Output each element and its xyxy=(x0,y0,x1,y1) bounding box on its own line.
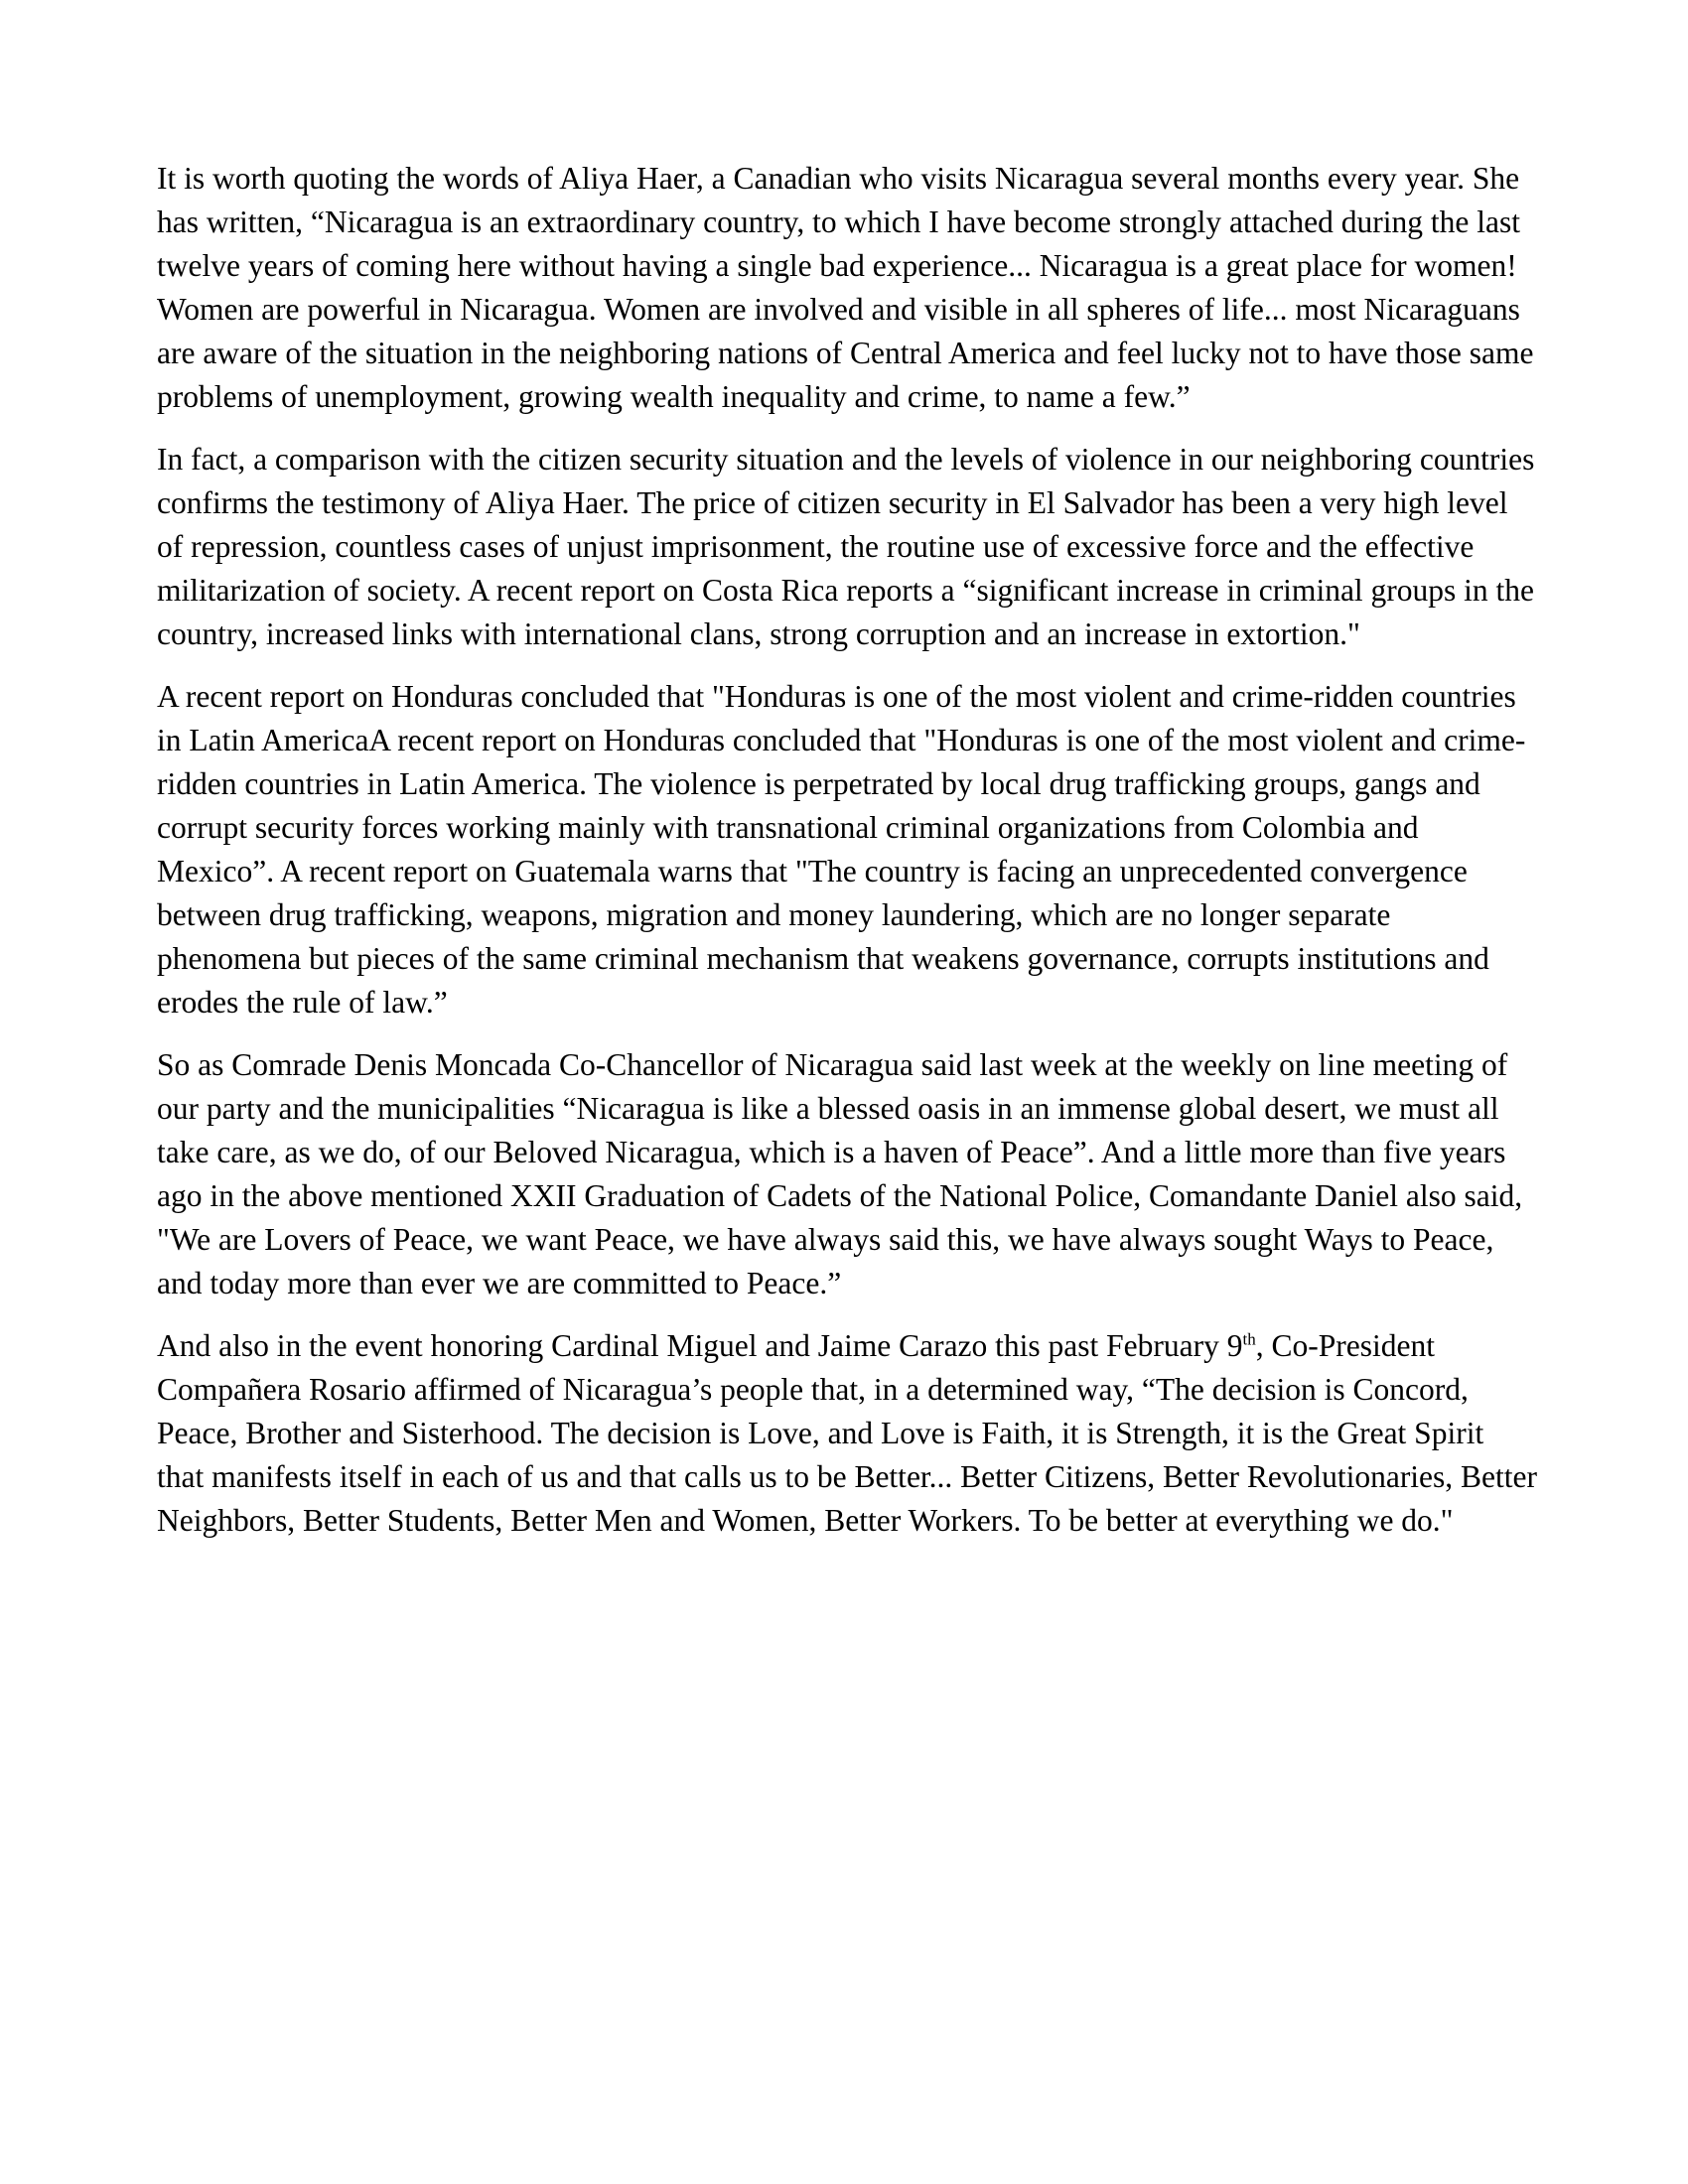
paragraph-honduras-guatemala-reports: A recent report on Honduras concluded that "Honduras is one of the most violent and crime-ridden countries in Latin AmericaA recent report on Honduras concluded that "Honduras is one of the most violent and crime-ridden countries in Latin America. The violence is perpetrated by local drug trafficking groups, gangs and corrupt security forces working mainly with transnational criminal organizations from Colombia and Mexico”. A recent report on Guatemala warns that "The country is facing an unprecedented convergence between drug trafficking, weapons, migration and money laundering, which are no longer separate phenomena but pieces of the same criminal mechanism that weakens governance, corrupts institutions and erodes the rule of law.” xyxy=(157,679,1526,1020)
ordinal-suffix: th xyxy=(1242,1329,1256,1349)
document-body xyxy=(157,157,1537,1562)
paragraph-rosario-affirmation xyxy=(157,1324,1537,1543)
paragraph-rosario-text-end: , Co-President Compañera Rosario affirmed of Nicaragua’s people that, in a determined way, “The decision is Concord, Peace, Brother and Sisterhood. The decision is Love, and Love is Faith, it is Strength, it is the Great Spirit that manifests itself in each of us and that calls us to be Better... Better Citizens, Better Revolutionaries, Better Neighbors, Better Students, Better Men and Women, Better Workers. To be better at everything we do." xyxy=(157,1328,1538,1538)
paragraph-rosario-text-start: And also in the event honoring Cardinal Miguel and Jaime Carazo this past February 9 xyxy=(157,1328,1243,1363)
paragraph-aliya-haer-quote: It is worth quoting the words of Aliya Haer, a Canadian who visits Nicaragua several months every year. She has written, “Nicaragua is an extraordinary country, to which I have become strongly attached during the last twelve years of coming here without having a single bad experience... Nicaragua is a great place for women! Women are powerful in Nicaragua. Women are involved and visible in all spheres of life... most Nicaraguans are aware of the situation in the neighboring nations of Central America and feel lucky not to have those same problems of unemployment, growing wealth inequality and crime, to name a few.” xyxy=(157,161,1534,414)
paragraph-citizen-security-comparison: In fact, a comparison with the citizen security situation and the levels of violence in our neighboring countries confirms the testimony of Aliya Haer. The price of citizen security in El Salvador has been a very high level of repression, countless cases of unjust imprisonment, the routine use of excessive force and the effective militarization of society. A recent report on Costa Rica reports a “significant increase in criminal groups in the country, increased links with international clans, strong corruption and an increase in extortion." xyxy=(157,442,1535,651)
paragraph-moncada-and-daniel-peace: So as Comrade Denis Moncada Co-Chancellor of Nicaragua said last week at the weekly on line meeting of our party and the municipalities “Nicaragua is like a blessed oasis in an immense global desert, we must all take care, as we do, of our Beloved Nicaragua, which is a haven of Peace”. And a little more than five years ago in the above mentioned XXII Graduation of Cadets of the National Police, Comandante Daniel also said, "We are Lovers of Peace, we want Peace, we have always said this, we have always sought Ways to Peace, and today more than ever we are committed to Peace.” xyxy=(157,1047,1523,1300)
